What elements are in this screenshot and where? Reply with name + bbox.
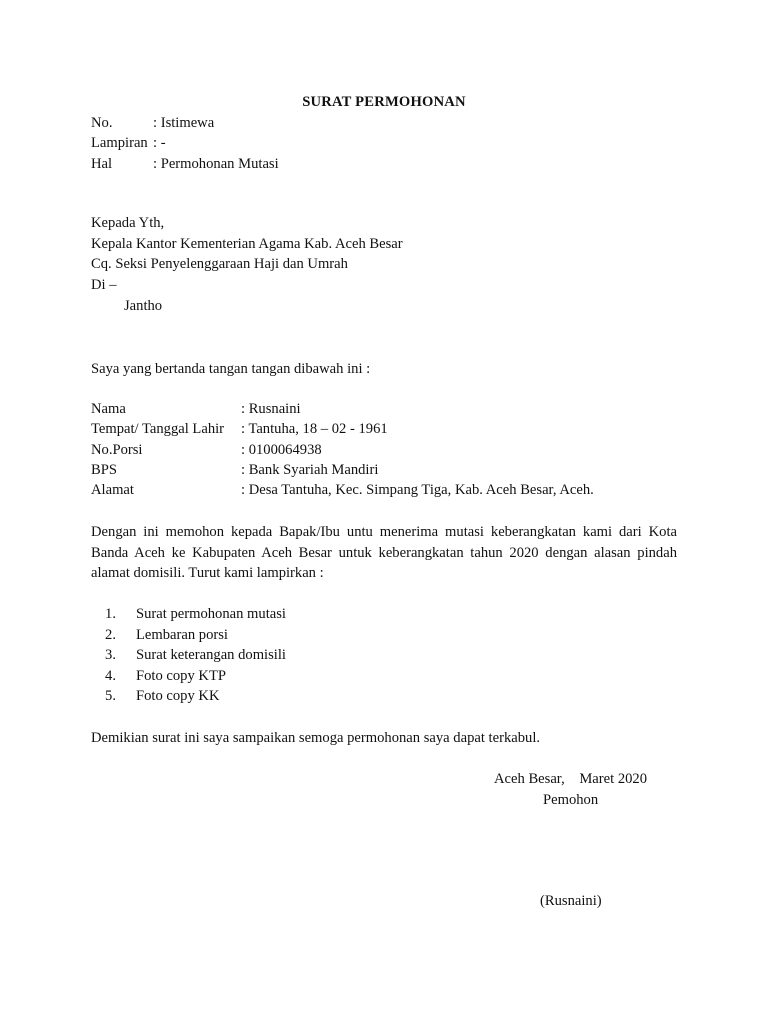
closing-text: Demikian surat ini saya sampaikan semoga permohonan saya dapat terkabul.	[91, 730, 541, 746]
list-number: 5.	[105, 688, 116, 705]
list-number: 3.	[105, 647, 116, 664]
identity-value: : Tantuha, 18 – 02 - 1961	[241, 421, 388, 438]
identity-key: Tempat/ Tanggal Lahir	[91, 421, 225, 438]
identity-table	[91, 399, 594, 500]
letter-title: SURAT PERMOHONAN	[302, 94, 466, 110]
header-key: Lampiran	[91, 135, 148, 151]
identity-row	[91, 460, 594, 480]
place-date: Aceh Besar, Maret 2020	[494, 771, 648, 787]
list-item	[91, 666, 286, 687]
recipient-greeting: Kepada Yth,	[91, 215, 165, 231]
list-item	[91, 625, 286, 646]
header-value: : Istimewa	[153, 115, 215, 131]
identity-value: : Bank Syariah Mandiri	[241, 461, 379, 478]
header-value: : Permohonan Mutasi	[153, 156, 279, 172]
list-item	[91, 604, 286, 625]
identity-key: BPS	[91, 461, 117, 478]
body-paragraph: Dengan ini memohon kepada Bapak/Ibu untu menerima mutasi keberangkatan kami dari Kota Banda Aceh ke Kabupaten Aceh Besar untuk keberangkatan tahun 2020 dengan alasan pindah alamat domisili. Turut kami lampirkan :	[91, 524, 677, 582]
header-row-number	[91, 113, 214, 134]
identity-row	[91, 419, 594, 439]
intro-text: Saya yang bertanda tangan tangan dibawah ini :	[91, 361, 371, 377]
list-text: Foto copy KK	[136, 688, 220, 705]
identity-value: : Rusnaini	[241, 401, 301, 417]
recipient-line: Cq. Seksi Penyelenggaraan Haji dan Umrah	[91, 256, 348, 273]
list-text: Surat permohonan mutasi	[136, 606, 286, 622]
attachment-list	[91, 604, 286, 707]
list-number: 4.	[105, 667, 116, 684]
header-row-attachment	[91, 133, 166, 154]
identity-key: Nama	[91, 401, 126, 417]
identity-key: Alamat	[91, 482, 134, 499]
identity-row	[91, 399, 594, 419]
signer-name: (Rusnaini)	[540, 893, 602, 909]
identity-row	[91, 440, 594, 460]
signer-role: Pemohon	[543, 792, 599, 808]
recipient-city: Jantho	[124, 297, 163, 314]
list-number: 1.	[105, 606, 116, 622]
list-text: Lembaran porsi	[136, 626, 228, 643]
identity-value: : Desa Tantuha, Kec. Simpang Tiga, Kab. Aceh Besar, Aceh.	[241, 482, 594, 499]
recipient-block	[91, 213, 403, 316]
identity-row	[91, 480, 594, 500]
list-item	[91, 686, 286, 707]
header-key: No.	[91, 115, 113, 131]
list-text: Surat keterangan domisili	[136, 647, 286, 664]
list-text: Foto copy KTP	[136, 667, 226, 684]
recipient-line: Kepala Kantor Kementerian Agama Kab. Aceh Besar	[91, 235, 403, 252]
identity-value: : 0100064938	[241, 441, 322, 458]
header-key: Hal	[91, 156, 113, 172]
recipient-line: Di –	[91, 277, 117, 294]
identity-key: No.Porsi	[91, 441, 143, 458]
list-number: 2.	[105, 626, 116, 643]
header-row-subject	[91, 154, 279, 175]
header-value: : -	[153, 135, 166, 151]
list-item	[91, 645, 286, 666]
